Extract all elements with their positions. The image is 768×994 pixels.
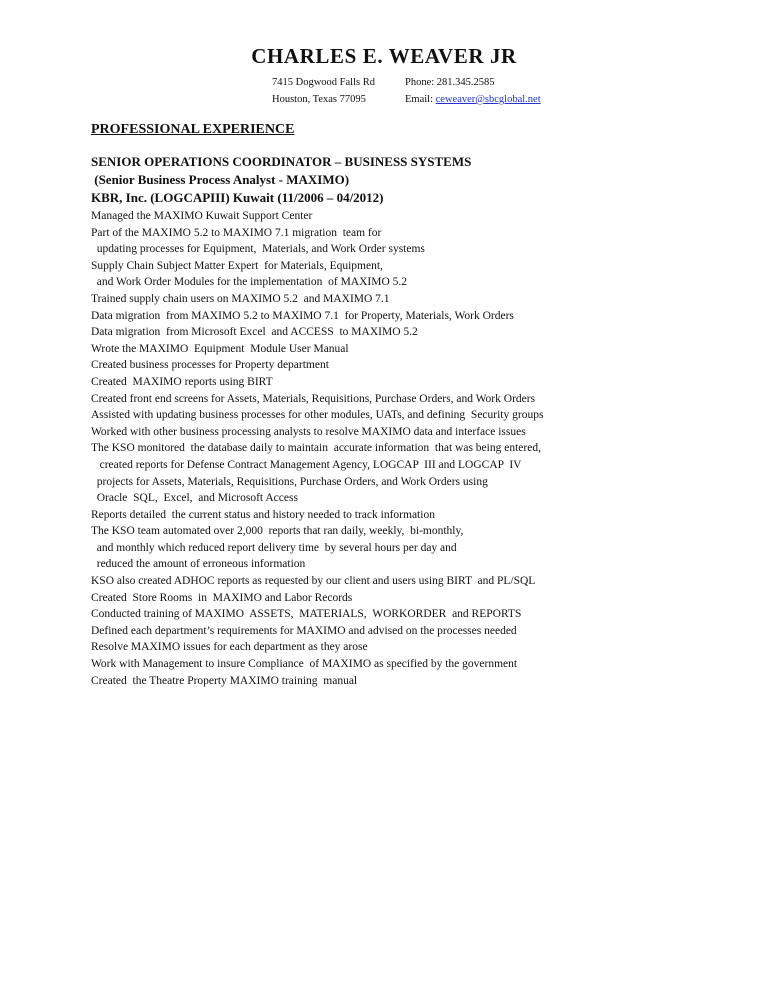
duty-line: Managed the MAXIMO Kuwait Support Center [91, 210, 313, 222]
duty-line: and Work Order Modules for the implementation of MAXIMO 5.2 [91, 276, 408, 289]
duty-line: Conducted training of MAXIMO ASSETS, MATERIALS, WORKORDER and REPORTS [91, 608, 522, 621]
job-title: SENIOR OPERATIONS COORDINATOR – BUSINESS SYSTEMS [91, 154, 472, 169]
duty-line: Assisted with updating business processes for other modules, UATs, and defining Security groups [91, 409, 544, 422]
address-city: Houston, Texas 77095 [272, 94, 366, 105]
address-block [272, 74, 375, 108]
duty-line: projects for Assets, Materials, Requisitions, Purchase Orders, and Work Orders using [91, 475, 488, 488]
duty-line: KSO also created ADHOC reports as requested by our client and users using BIRT and PL/SQL [91, 575, 536, 588]
job-duties-list [91, 208, 691, 689]
email-label: Email: [405, 94, 436, 105]
duty-line: Wrote the MAXIMO Equipment Module User Manual [91, 342, 349, 355]
duty-line: Data migration from MAXIMO 5.2 to MAXIMO 7.1 for Property, Materials, Work Orders [91, 309, 514, 322]
email-line [405, 91, 541, 108]
phone-number: Phone: 281.345.2585 [405, 77, 495, 88]
candidate-name: CHARLES E. WEAVER JR [251, 44, 517, 68]
duty-line: reduced the amount of erroneous information [91, 558, 306, 571]
section-heading-experience: PROFESSIONAL EXPERIENCE [91, 122, 295, 137]
duty-line: The KSO monitored the database daily to maintain accurate information that was being entered, [91, 442, 541, 455]
job-company: KBR, Inc. (LOGCAPIII) Kuwait (11/2006 – 04/2012) [91, 190, 384, 205]
address-street: 7415 Dogwood Falls Rd [272, 77, 375, 88]
duty-line: Defined each department’s requirements for MAXIMO and advised on the processes needed [91, 624, 517, 637]
duty-line: Data migration from Microsoft Excel and ACCESS to MAXIMO 5.2 [91, 326, 418, 339]
duty-line: Worked with other business processing analysts to resolve MAXIMO data and interface issues [91, 425, 526, 438]
job-subtitle: (Senior Business Process Analyst - MAXIMO) [91, 172, 350, 187]
email-link[interactable]: ceweaver@sbcglobal.net [435, 94, 541, 105]
duty-line: The KSO team automated over 2,000 reports that ran daily, weekly, bi-monthly, [91, 525, 464, 538]
duty-line: Supply Chain Subject Matter Expert for Materials, Equipment, [91, 259, 383, 272]
duty-line: Oracle SQL, Excel, and Microsoft Access [91, 492, 298, 505]
duty-line: Created Store Rooms in MAXIMO and Labor Records [91, 591, 353, 604]
duty-line: created reports for Defense Contract Management Agency, LOGCAP III and LOGCAP IV [91, 458, 522, 471]
duty-line: updating processes for Equipment, Materials, and Work Order systems [91, 243, 425, 256]
duty-line: Trained supply chain users on MAXIMO 5.2 and MAXIMO 7.1 [91, 292, 390, 305]
contact-block [405, 74, 541, 108]
duty-line: and monthly which reduced report delivery time by several hours per day and [91, 541, 457, 554]
duty-line: Created the Theatre Property MAXIMO training manual [91, 674, 358, 687]
duty-line: Reports detailed the current status and history needed to track information [91, 508, 435, 521]
duty-line: Work with Management to insure Compliance of MAXIMO as specified by the government [91, 658, 518, 671]
duty-line: Resolve MAXIMO issues for each department as they arose [91, 641, 368, 654]
duty-line: Created business processes for Property department [91, 359, 329, 372]
duty-line: Created front end screens for Assets, Materials, Requisitions, Purchase Orders, and Work Orders [91, 392, 536, 405]
duty-line: Created MAXIMO reports using BIRT [91, 375, 273, 388]
duty-line: Part of the MAXIMO 5.2 to MAXIMO 7.1 migration team for [91, 226, 382, 239]
